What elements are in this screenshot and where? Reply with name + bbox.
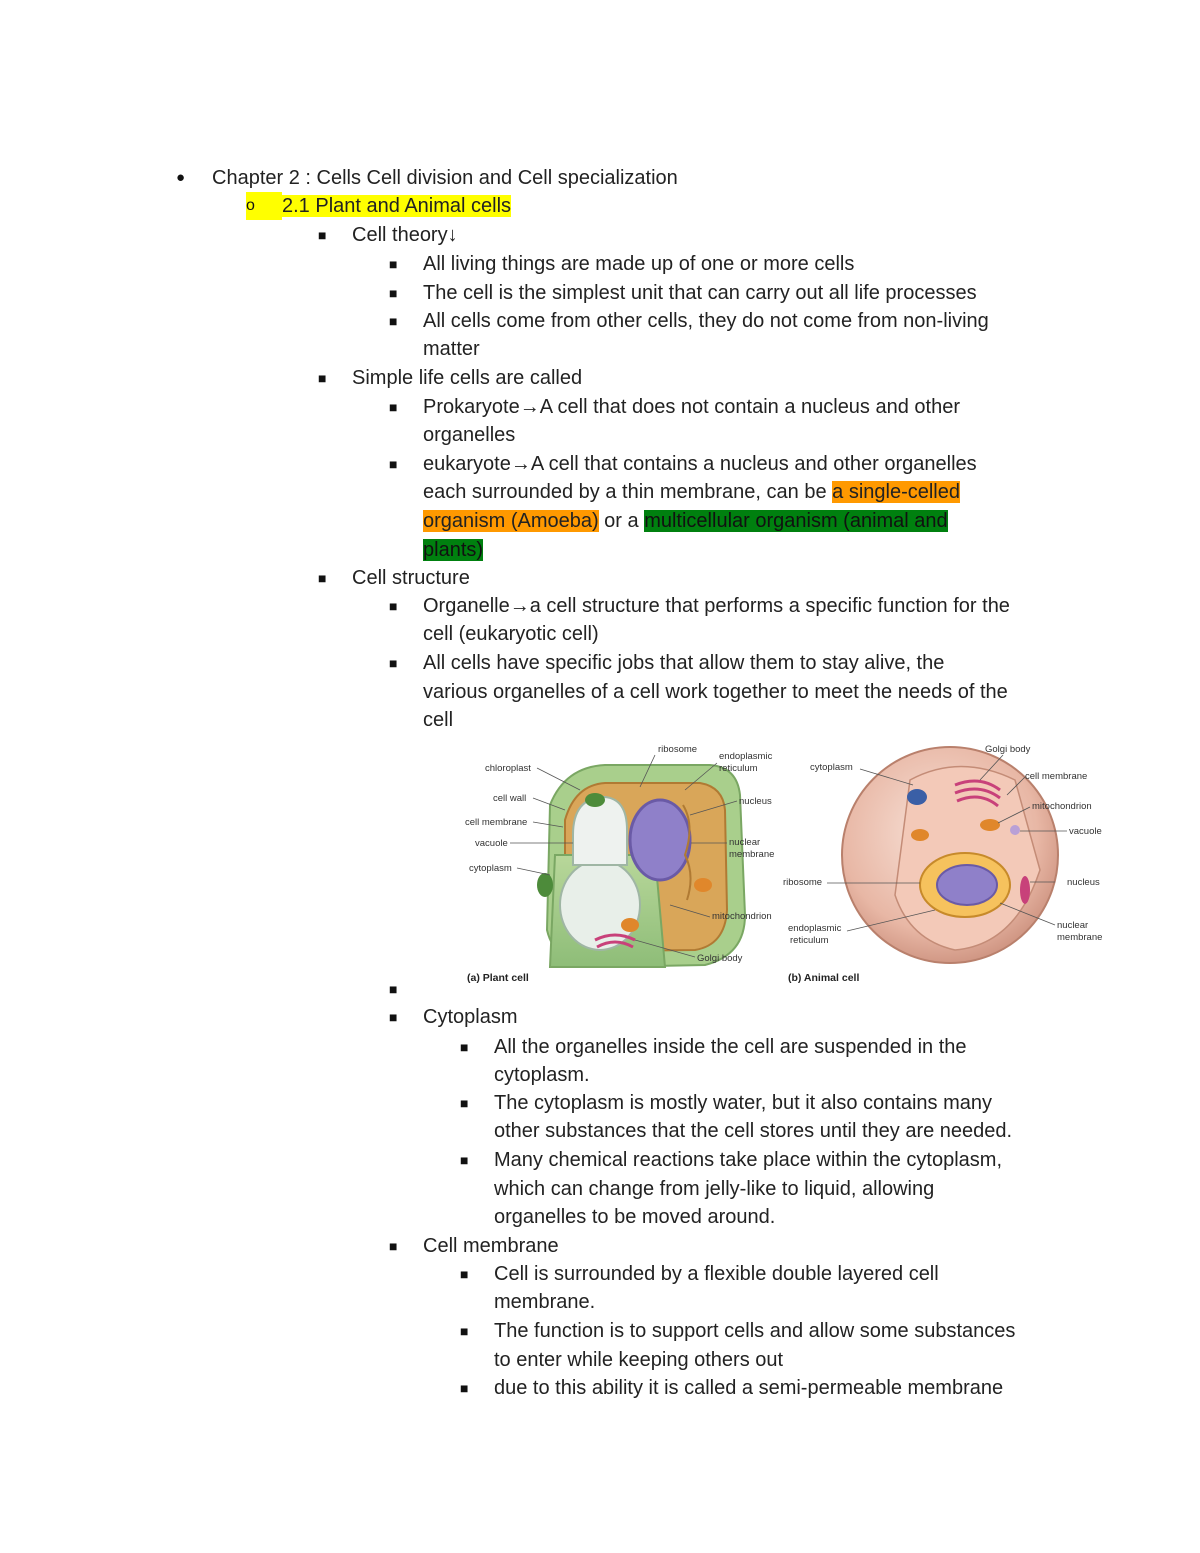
eukaryote-text: eukaryote→A cell that contains a nucleus and other organelles: [423, 453, 977, 475]
list-item: The cytoplasm is mostly water, but it also contains many: [494, 1092, 992, 1114]
chapter-heading: Chapter 2 : Cells Cell division and Cell specialization: [212, 167, 678, 189]
organelle-text-continuation: cell (eukaryotic cell): [423, 623, 599, 645]
bullet-square: ■: [460, 1323, 469, 1339]
eukaryote-text-continuation: organism (Amoeba) or a multicellular organism (animal and: [423, 510, 948, 532]
jobs-text: All cells have specific jobs that allow them to stay alive, the: [423, 652, 945, 674]
list-item: Many chemical reactions take place within the cytoplasm,: [494, 1149, 1003, 1171]
list-item-continuation: membrane.: [494, 1291, 596, 1313]
animal-label-cytoplasm: cytoplasm: [810, 762, 853, 773]
bullet-square: ■: [460, 1152, 469, 1168]
highlight-amoeba: organism (Amoeba): [423, 510, 599, 532]
prokaryote-text: Prokaryote→A cell that does not contain a nucleus and other: [423, 396, 961, 418]
animal-label-nuclear: nuclear: [1057, 920, 1089, 931]
plant-label-cell-wall: cell wall: [493, 793, 527, 804]
list-item: All cells come from other cells, they do not come from non-living: [423, 310, 989, 332]
list-item: All the organelles inside the cell are suspended in the: [494, 1036, 967, 1058]
cell-membrane-heading: Cell membrane: [423, 1235, 559, 1257]
highlight-single-celled: a single-celled: [832, 481, 960, 503]
bullet-circle: o: [246, 192, 282, 220]
jobs-text-continuation: various organelles of a cell work together to meet the needs of the: [423, 681, 1008, 703]
highlight-multicellular: plants): [423, 539, 484, 561]
list-item-continuation: organelles to be moved around.: [494, 1206, 776, 1228]
eukaryote-text-continuation: each surrounded by a thin membrane, can be a single-celled: [423, 481, 960, 503]
plant-label-ribosome: ribosome: [658, 744, 698, 755]
animal-label-ribosome: ribosome: [783, 877, 823, 888]
bullet-square: ■: [389, 256, 398, 272]
bullet-square: ■: [389, 313, 398, 329]
animal-label-er-2: reticulum: [790, 935, 829, 946]
plant-label-er: endoplasmic: [719, 751, 773, 762]
cytoplasm-heading: Cytoplasm: [423, 1006, 518, 1028]
animal-label-vacuole: vacuole: [1069, 826, 1102, 837]
jobs-text-continuation: cell: [423, 709, 454, 731]
plant-caption: (a) Plant cell: [467, 972, 529, 984]
bullet-square: ■: [460, 1039, 469, 1055]
list-item: All living things are made up of one or more cells: [423, 253, 855, 275]
plant-label-er-2: reticulum: [719, 763, 758, 774]
bullet-square: ■: [389, 1009, 398, 1025]
plant-label-vacuole: vacuole: [475, 838, 508, 849]
animal-caption: (b) Animal cell: [788, 972, 860, 984]
list-item: Cell is surrounded by a flexible double layered cell: [494, 1263, 939, 1285]
bullet-square: ■: [460, 1266, 469, 1282]
list-item-continuation: to enter while keeping others out: [494, 1349, 784, 1371]
plant-label-cell-membrane: cell membrane: [465, 817, 528, 828]
bullet-square: ■: [389, 1238, 398, 1254]
list-item-continuation: other substances that the cell stores until they are needed.: [494, 1120, 1013, 1142]
bullet-square: ■: [389, 598, 398, 614]
bullet-square: ■: [389, 981, 398, 997]
bullet-square: ■: [318, 570, 327, 586]
list-item-continuation: cytoplasm.: [494, 1064, 590, 1086]
animal-label-cell-membrane: cell membrane: [1025, 771, 1088, 782]
cell-diagram-figure: [455, 735, 1115, 990]
bullet-square: ■: [460, 1095, 469, 1111]
plant-cell-drawing: [537, 765, 745, 967]
plant-label-mitochondrion: mitochondrion: [712, 911, 772, 922]
bullet-square: ■: [318, 227, 327, 243]
plant-label-nuclear: nuclear: [729, 837, 761, 848]
animal-label-golgi: Golgi body: [985, 744, 1031, 755]
eukaryote-text-continuation: [423, 536, 483, 564]
bullet-square: ■: [389, 285, 398, 301]
animal-label-nucleus: nucleus: [1067, 877, 1100, 888]
bullet-square: ■: [389, 456, 398, 472]
cell-theory-heading: Cell theory↓: [352, 224, 458, 246]
highlight-multicellular: multicellular organism (animal and: [644, 510, 948, 532]
list-item: The function is to support cells and allow some substances: [494, 1320, 1016, 1342]
animal-label-er: endoplasmic: [788, 923, 842, 934]
simple-life-heading: Simple life cells are called: [352, 367, 583, 389]
animal-label-mitochondrion: mitochondrion: [1032, 801, 1092, 812]
bullet-square: ■: [318, 370, 327, 386]
list-item: The cell is the simplest unit that can carry out all life processes: [423, 282, 977, 304]
list-item-continuation: which can change from jelly-like to liquid, allowing: [494, 1178, 935, 1200]
prokaryote-text-continuation: organelles: [423, 424, 516, 446]
plant-label-membrane: membrane: [729, 849, 775, 860]
bullet-square: ■: [389, 399, 398, 415]
plant-label-cytoplasm: cytoplasm: [469, 863, 512, 874]
plant-label-chloroplast: chloroplast: [485, 763, 531, 774]
organelle-text: Organelle→a cell structure that performs a specific function for the: [423, 595, 1010, 617]
cell-structure-heading: Cell structure: [352, 567, 470, 589]
bullet-square: ■: [460, 1380, 469, 1396]
animal-label-membrane: membrane: [1057, 932, 1103, 943]
plant-label-nucleus: nucleus: [739, 796, 772, 807]
bullet-square: ■: [389, 655, 398, 671]
bullet-dot: ●: [176, 169, 186, 186]
plant-label-golgi: Golgi body: [697, 953, 743, 964]
section-heading: 2.1 Plant and Animal cells: [282, 195, 512, 217]
list-item-continuation: matter: [423, 338, 480, 360]
list-item: due to this ability it is called a semi-permeable membrane: [494, 1377, 1004, 1399]
